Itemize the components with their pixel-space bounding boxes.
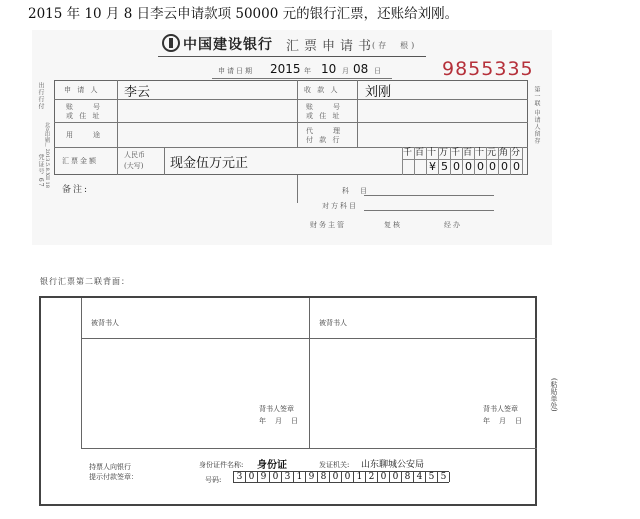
amount-label: 汇票金额 (62, 157, 98, 165)
applicant-label: 申 请 人 (64, 86, 100, 94)
title-underline (158, 56, 426, 57)
fig-digit-3: 5 (439, 159, 451, 175)
fig-digit-7: 0 (487, 159, 499, 175)
day-unit: 日 (374, 67, 383, 75)
endorser-sign-label-2: 背书人签章 (483, 405, 518, 413)
endorsee-label-1: 被背书人 (91, 319, 119, 327)
id-digit-6: 9 (306, 472, 318, 482)
id-digit-5: 1 (294, 472, 306, 482)
fig-digit-6: 0 (475, 159, 487, 175)
month-unit: 月 (342, 67, 351, 75)
serial-number: 9855335 (442, 58, 534, 80)
apply-day: 08 (353, 62, 369, 76)
id-digit-2: 9 (258, 472, 270, 482)
application-form (32, 30, 552, 245)
payee-address-label: 或 住 址 (306, 112, 342, 120)
fig-head-3: 万 (439, 148, 451, 158)
fig-head-2: 十 (427, 148, 439, 158)
fig-head-7: 元 (487, 148, 499, 158)
counter-subject-label: 对方科目 (322, 202, 358, 210)
purpose-label: 用 途 (66, 131, 102, 139)
fig-digit-0 (403, 159, 415, 175)
review-label: 复核 (384, 221, 402, 229)
id-number-label: 号码: (205, 476, 222, 484)
fig-head-4: 千 (451, 148, 463, 158)
rmb-label: 人民币 (124, 151, 145, 159)
id-digit-10: 1 (354, 472, 366, 482)
question-text: 2015 年 10 月 8 日李云申请款项 50000 元的银行汇票，还账给刘刚。 (28, 6, 459, 22)
endorser-date-2: 年 月 日 (483, 417, 523, 425)
amount-figure-digits (402, 159, 523, 175)
applicant-value: 李云 (124, 85, 151, 100)
agent-label-2: 付 款 行 (306, 136, 342, 144)
endorser-date-1: 年 月 日 (259, 417, 299, 425)
id-digit-14: 8 (402, 472, 414, 482)
id-digit-15: 4 (414, 472, 426, 482)
apply-date-label: 申请日期 (218, 67, 254, 75)
presenter-label-2: 提示付款签章： (89, 473, 138, 481)
form-title: 汇票申请书 (286, 39, 377, 54)
agent-label: 代 理 (306, 127, 342, 135)
fig-head-5: 百 (463, 148, 475, 158)
clerk-label: 经办 (444, 221, 462, 229)
id-digit-17: 5 (438, 472, 450, 482)
apply-month: 10 (321, 62, 337, 76)
paste-label: (粘贴单处) (550, 378, 558, 412)
right-margin-text: 第一联 申请人留存 (533, 86, 540, 145)
id-digit-11: 2 (366, 472, 378, 482)
id-digit-13: 0 (390, 472, 402, 482)
left-margin-text-3: 凭证号 67 (37, 154, 44, 188)
fig-digit-8: 0 (499, 159, 511, 175)
id-digit-0: 3 (234, 472, 246, 482)
back-section-title: 银行汇票第二联背面： (40, 277, 130, 286)
finance-head-label: 财务主管 (310, 221, 346, 229)
payee-label: 收 款 人 (304, 86, 340, 94)
payee-account-label: 账 号 (306, 103, 342, 111)
fig-digit-5: 0 (463, 159, 475, 175)
fig-head-8: 角 (499, 148, 511, 158)
id-digit-16: 5 (426, 472, 438, 482)
endorsee-label-2: 被背书人 (319, 319, 347, 327)
fig-digit-4: 0 (451, 159, 463, 175)
id-digit-9: 0 (342, 472, 354, 482)
bank-name: 中国建设银行 (183, 37, 273, 53)
presenter-label-1: 持票人向银行 (89, 463, 131, 471)
fig-digit-1 (415, 159, 427, 175)
fig-digit-2: ¥ (427, 159, 439, 175)
apply-year: 2015 (270, 62, 301, 76)
payee-value: 刘刚 (365, 85, 392, 100)
left-margin-text-1: 出行行付 (37, 82, 44, 110)
account-label: 账 号 (66, 103, 102, 111)
id-digit-4: 3 (282, 472, 294, 482)
issuing-value: 山东聊城公安局 (361, 460, 425, 470)
id-digit-7: 8 (318, 472, 330, 482)
left-margin-text-2: 北京印刷厂 2013.5.8.XII 18 (44, 122, 50, 188)
draft-back (39, 296, 558, 506)
id-doc-value: 身份证 (257, 460, 287, 471)
fig-head-0: 千 (403, 148, 415, 158)
address-label: 或 住 址 (66, 112, 102, 120)
copy-label: (存 根) (372, 41, 418, 50)
issuing-label: 发证机关: (319, 461, 350, 469)
year-unit: 年 (304, 67, 313, 75)
id-digit-8: 0 (330, 472, 342, 482)
fig-head-1: 百 (415, 148, 427, 158)
id-digit-12: 0 (378, 472, 390, 482)
remarks-label: 备注: (62, 185, 90, 195)
id-number-boxes (233, 471, 449, 483)
fig-head-6: 十 (475, 148, 487, 158)
id-digit-3: 0 (270, 472, 282, 482)
date-underline (212, 78, 392, 79)
endorser-sign-label-1: 背书人签章 (259, 405, 294, 413)
subject-label: 科 目 (342, 187, 369, 195)
fig-digit-9: 0 (511, 159, 523, 175)
amount-words: 现金伍万元正 (170, 156, 249, 171)
upper-label: (大写) (124, 162, 144, 170)
id-digit-1: 0 (246, 472, 258, 482)
id-doc-label: 身份证件名称: (199, 461, 244, 469)
bank-logo (162, 34, 180, 52)
fig-head-9: 分 (511, 148, 523, 158)
